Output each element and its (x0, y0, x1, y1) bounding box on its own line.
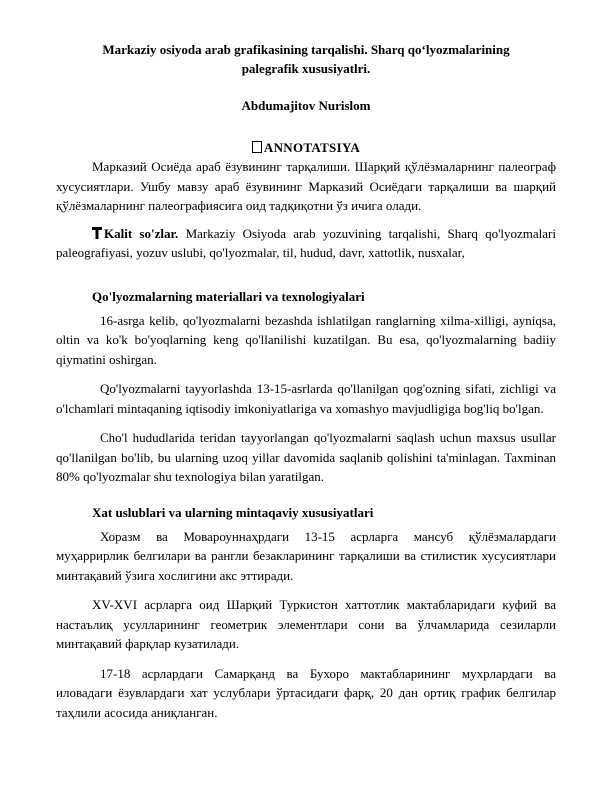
section-1-paragraph-2: Qo'lyozmalarni tayyorlashda 13-15-asrlarda qo'llanilgan qog'ozning sifati, zichligi va o'lchamlari mintaqaning iqtisodiy imkoniyatlariga va xomashyo mavjudligiga bog'liq bo'lgan. (56, 381, 556, 416)
author-name: Abdumajitov Nurislom (241, 98, 371, 113)
section-1-paragraph-1: 16-asrga kelib, qo'lyozmalarni bezashda ishlatilgan ranglarning xilma-xilligi, ayniqsa, oltin va ko'k bo'yoqlarning keng qo'llanilishi kuzatilgan. Bu esa, qo'lyozmalarning badiiy qiymatini oshirgan. (56, 312, 556, 367)
section-1-heading: Qo'lyozmalarning materiallari va texnologiyalari (92, 288, 365, 304)
annotation-heading (56, 138, 556, 158)
annotation-text: Марказий Осиёда араб ёзувининг тарқалиши. Шарқий қўлёзмаларнинг палеограф хусусиятлари. Ушбу мавзу араб ёзувининг Марказий Осиёдаги тарқалиши ва шарқий қўлёзмаларнинг палеографиясига оид тадқиқотни ўз ичига олади. (56, 159, 556, 213)
box-glyph-icon (252, 141, 262, 153)
section-2-paragraph-2: XV-XVI асрларга оид Шарқий Туркистон хаттотлик мактабларидаги куфий ва настаълиқ усулларининг геометрик элементлари сони ва ўлчамларида сезиларли минтақавий фарқлар кузатилади. (56, 597, 556, 651)
document-page (56, 40, 556, 722)
paper-title-line-2: palegrafik xususiyatlri. (241, 61, 371, 76)
paper-title-line-1: Markaziy osiyoda arab grafikasining tarqalishi. Sharq qo‘lyozmalarining (102, 42, 510, 57)
keywords-label: Kalit so'zlar. (104, 225, 179, 241)
section-2-paragraph-3: 17-18 асрлардаги Самарқанд ва Бухоро мактабларининг мухрлардаги ва иловадаги ёзувлардаги хат услублари ўртасидаги фарқ, 20 дан ортиқ график белгилар таҳлили асосида аниқланган. (56, 665, 556, 720)
keywords-paragraph (56, 224, 556, 263)
section-2-paragraph-1: Хоразм ва Мовароуннаҳрдаги 13-15 асрларга мансуб қўлёзмалардаги муҳаррирлик белгилари ва рангли безакларининг тарқалиши ва стилистик хусусиятлари минтақавий ўзига хослигини акс эттиради. (56, 528, 556, 583)
section-1-paragraph-3: Cho'l hududlarida teridan tayyorlangan qo'lyozmalarni saqlash uchun maxsus usullar qo'llanilgan bo'lib, bu ularning uzoq yillar davomida saqlanib qolishini ta'minlagan. Taxminan 80% qo'lyozmalar shu texnologiya bilan yaratilgan. (56, 430, 556, 484)
annotation-heading-text: ANNOTATSIYA (263, 139, 361, 155)
key-icon (92, 227, 102, 239)
section-2-heading: Xat uslublari va ularning mintaqaviy xususiyatlari (92, 504, 374, 520)
keywords-text: Markaziy Osiyoda arab yozuvining tarqalishi, Sharq qo'lyozmalari paleografiyasi, yozuv uslubi, qo'lyozmalar, til, hudud, davr, xattotlik, nusxalar, (56, 225, 557, 260)
